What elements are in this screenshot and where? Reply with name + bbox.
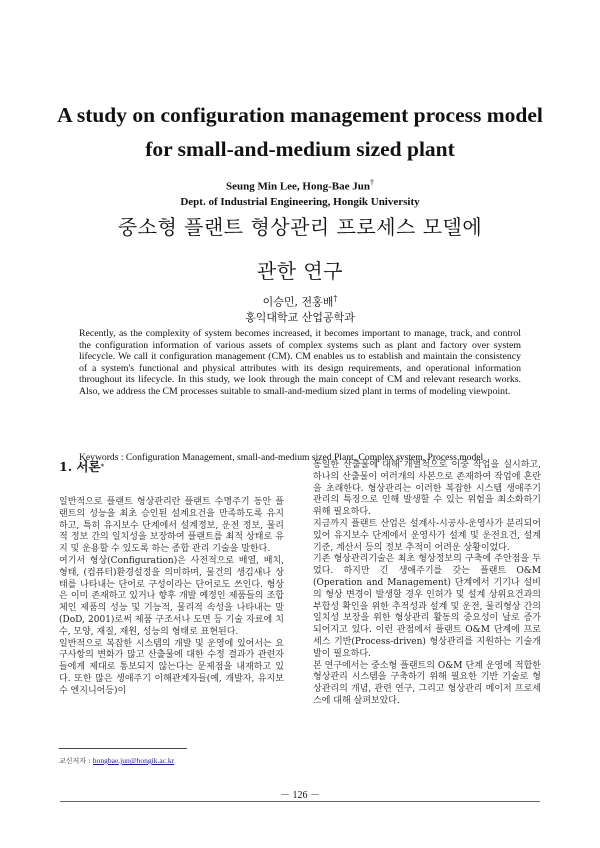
corresponding-mark-ko: †: [333, 294, 338, 303]
footnote: [59, 756, 174, 766]
author-block-en: [40, 175, 560, 210]
right-column: [313, 460, 541, 708]
author-names-ko: 이승민, 전홍배†: [262, 294, 338, 309]
page-bottom-rule: [60, 801, 540, 802]
corresponding-mark-en: †: [369, 178, 374, 187]
footnote-divider: [59, 748, 187, 749]
section-1-footnote-mark: *: [100, 463, 105, 471]
paper-title-ko: [40, 208, 560, 290]
left-paragraph-2: 여기서 형상(Configuration)은 사전적으로 배열, 배치, 형태, (컴퓨터)환경설정을 의미하며, 물건의 생김새나 상태를 나타내는 단어로 구성이라는 단어로도 쓰인다. 형상은 이미 존재하고 있거나 향후 개발 예정인 제품들의 조합체인 제품의 성능 및 기능적, 물리적 속성을 나타내는 말(DoD, 2001)로써 제품 구조서나 도면 등 기술 자료에 치수, 모양, 재질, 재원, 성능의 형태로 표현된다.: [59, 555, 284, 637]
left-paragraph-1: 일반적으로 플랜트 형상관리란 플랜트 수명주기 동안 플랜트의 성능을 최초 승인된 설계요건을 만족하도록 유지하고, 특히 유지보수 단계에서 설계정보, 운전 정보, 물리적 정보 간의 일치성을 보장하여 플랜트를 최적 상태로 유지 및 운용할 수 있도록 하는 종합 관리 기술을 말한다.: [59, 497, 284, 555]
left-paragraph-3: 일반적으로 복잡한 시스템의 개발 및 운영에 있어서는 요구사항의 변화가 많고 산출물에 대한 수정 결과가 관련자들에게 제대로 통보되지 않는다는 문제점을 내재하고 있다. 또한 많은 생애주기 이해관계자들(예, 개발자, 유지보수 엔지니어등)이: [59, 638, 284, 696]
right-paragraph-3: 기존 형상관리기술은 최초 형상정보의 구축에 주안점을 두었다. 하지만 긴 생애주기를 갖는 플랜트 O&M (Operation and Management) 단계에서 기기나 설비의 형상 변경이 발생할 경우 인허가 및 설계 상위요건과의 부합성 확인을 위한 추적성과 설계 및 운전, 물리형상 간의 일치성 보장을 위한 형상관리 활동의 중요성이 날로 증가되어지고 있다. 이런 관점에서 플랜트 O&M 단계에 프로세스 기반(Process-driven) 형상관리를 지원하는 기술개발이 필요하다.: [313, 554, 541, 659]
title-ko-line-2: 관한 연구: [256, 259, 344, 283]
abstract: Recently, as the complexity of system becomes increased, it becomes important to manage, track, and control the configuration information of various assets of complex systems such as plant and factory over system lifecycle. We call it configuration management (CM). CM enables us to establish and maintain the consistency of a system's functional and physical attributes with its design requirements, and operational information throughout its lifecycle. In this study, we look through the main concept of CM and relevant research works. Also, we address the CM processes suitable to small-and-medium sized plant in terms of modeling viewpoint.: [79, 328, 521, 397]
section-1-heading: 1. 서론*: [59, 459, 105, 474]
affiliation-ko: 홍익대학교 산업공학과: [245, 310, 355, 324]
footnote-label: 교신저자 :: [59, 757, 93, 765]
title-ko-line-1: 중소형 플랜트 형상관리 프로세스 모델에: [117, 215, 483, 239]
left-column: [59, 497, 284, 698]
title-en-line-2: for small-and-medium sized plant: [145, 137, 455, 161]
author-names-en: Seung Min Lee, Hong-Bae Jun†: [226, 178, 374, 193]
right-paragraph-1: 동일한 산출물에 대해 개별적으로 이중 작업을 실시하고, 하나의 산출물이 여러개의 사본으로 존재하여 작업에 혼란을 초래한다. 형상관리는 이러한 복잡한 시스템 생애주기관리의 특징으로 인해 발생할 수 있는 위험을 최소화하기 위해 필요하다.: [313, 460, 541, 518]
corresponding-email-link[interactable]: hongbae.jun@hongik.ac.kr: [92, 756, 175, 765]
page-number: － 126 －: [280, 790, 320, 801]
affiliation-en: Dept. of Industrial Engineering, Hongik University: [180, 195, 420, 208]
right-paragraph-2: 지금까지 플랜트 산업은 설계사-시공사-운영사가 분리되어 있어 유지보수 단계에서 운영사가 설계 및 운전요건, 설계기준, 계산서 등의 정보 추적이 어려운 상황이었다.: [313, 518, 541, 553]
title-en-line-1: A study on configuration management process model: [57, 103, 543, 127]
keywords: Keywords : Configuration Management, small-and-medium sized Plant, Complex system, Process model: [79, 452, 484, 463]
paper-title-en: [40, 98, 560, 166]
author-block-ko: [40, 291, 560, 325]
right-paragraph-4: 본 연구에서는 중소형 플랜트의 O&M 단계 운영에 적합한 형상관리 시스템을 구축하기 위해 필요한 기반 기술로 형상관리의 개념, 관련 연구, 그리고 형상관리 메이저 프로세스에 대해 살펴보았다.: [313, 660, 541, 706]
